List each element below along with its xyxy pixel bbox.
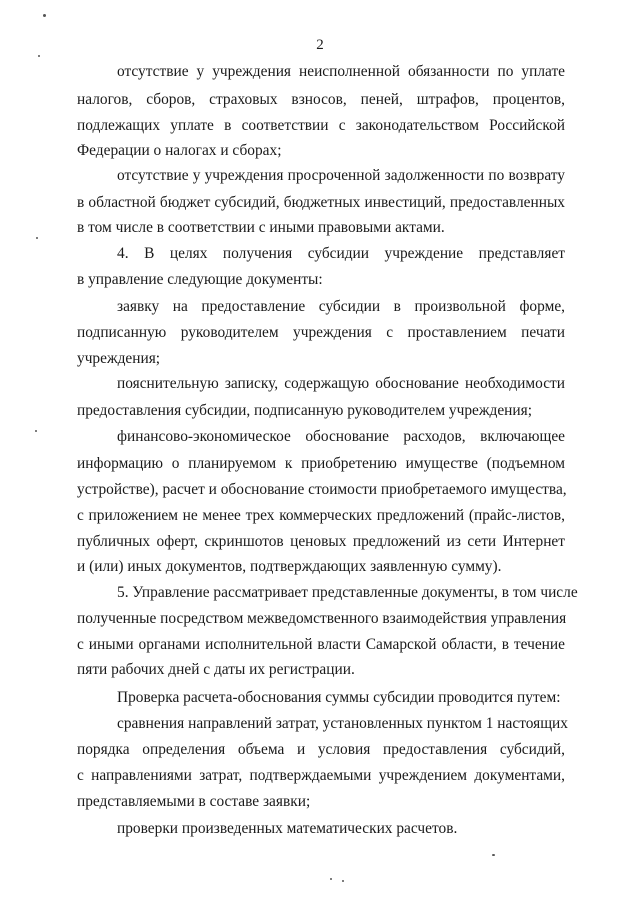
text-line: в том числе в соответствии с иными правовыми актами. xyxy=(77,219,445,236)
text-line: отсутствие у учреждения просроченной задолженности по возврату xyxy=(117,167,565,184)
text-line: заявку на предоставление субсидии в произвольной форме, xyxy=(117,298,565,315)
text-line: порядка определения объема и условия предоставления субсидий, xyxy=(77,741,565,758)
scan-speck xyxy=(330,878,332,880)
text-line: финансово-экономическое обоснование расходов, включающее xyxy=(117,428,565,445)
text-line: публичных оферт, скриншотов ценовых предложений из сети Интернет xyxy=(77,533,565,550)
text-line: информацию о планируемом к приобретению имуществе (подъемном xyxy=(77,455,565,472)
text-line: 4. В целях получения субсидии учреждение представляет xyxy=(117,245,565,262)
text-line: подлежащих уплате в соответствии с законодательством Российской xyxy=(77,117,565,134)
text-line: с иными органами исполнительной власти Самарской области, в течение xyxy=(77,636,565,653)
text-line: сравнения направлений затрат, установленных пунктом 1 настоящих xyxy=(117,715,568,732)
scan-speck xyxy=(38,55,40,57)
text-line: предоставления субсидии, подписанную руководителем учреждения; xyxy=(77,402,532,419)
text-line: налогов, сборов, страховых взносов, пеней, штрафов, процентов, xyxy=(77,91,565,108)
page-number: 2 xyxy=(316,37,324,53)
text-line: и (или) иных документов, подтверждающих заявленную сумму). xyxy=(77,558,502,575)
text-line: представляемыми в составе заявки; xyxy=(77,793,311,810)
scan-speck xyxy=(43,14,46,17)
text-line: в управление следующие документы: xyxy=(77,271,323,288)
scan-speck xyxy=(35,430,37,432)
text-line: учреждения; xyxy=(77,350,161,367)
text-line: Проверка расчета-обоснования суммы субсидии проводится путем: xyxy=(117,689,561,706)
text-line: 5. Управление рассматривает представленные документы, в том числе xyxy=(117,584,578,601)
scan-speck xyxy=(492,854,495,856)
text-line: пояснительную записку, содержащую обоснование необходимости xyxy=(117,375,565,392)
text-line: полученные посредством межведомственного взаимодействия управления xyxy=(77,610,567,627)
text-line: отсутствие у учреждения неисполненной обязанности по уплате xyxy=(117,63,565,80)
text-line: подписанную руководителем учреждения с проставлением печати xyxy=(77,324,565,341)
text-line: проверки произведенных математических расчетов. xyxy=(117,820,458,837)
text-line: Федерации о налогах и сборах; xyxy=(77,142,282,159)
text-line: пяти рабочих дней с даты их регистрации. xyxy=(77,661,355,678)
scan-speck xyxy=(342,880,344,882)
scan-speck xyxy=(36,237,38,239)
text-line: с направлениями затрат, подтверждаемыми учреждением документами, xyxy=(77,767,565,784)
text-line: с приложением не менее трех коммерческих предложений (прайс-листов, xyxy=(77,507,565,524)
text-line: в областной бюджет субсидий, бюджетных инвестиций, предоставленных xyxy=(77,194,565,211)
text-line: устройстве), расчет и обоснование стоимости приобретаемого имущества, xyxy=(77,481,567,498)
